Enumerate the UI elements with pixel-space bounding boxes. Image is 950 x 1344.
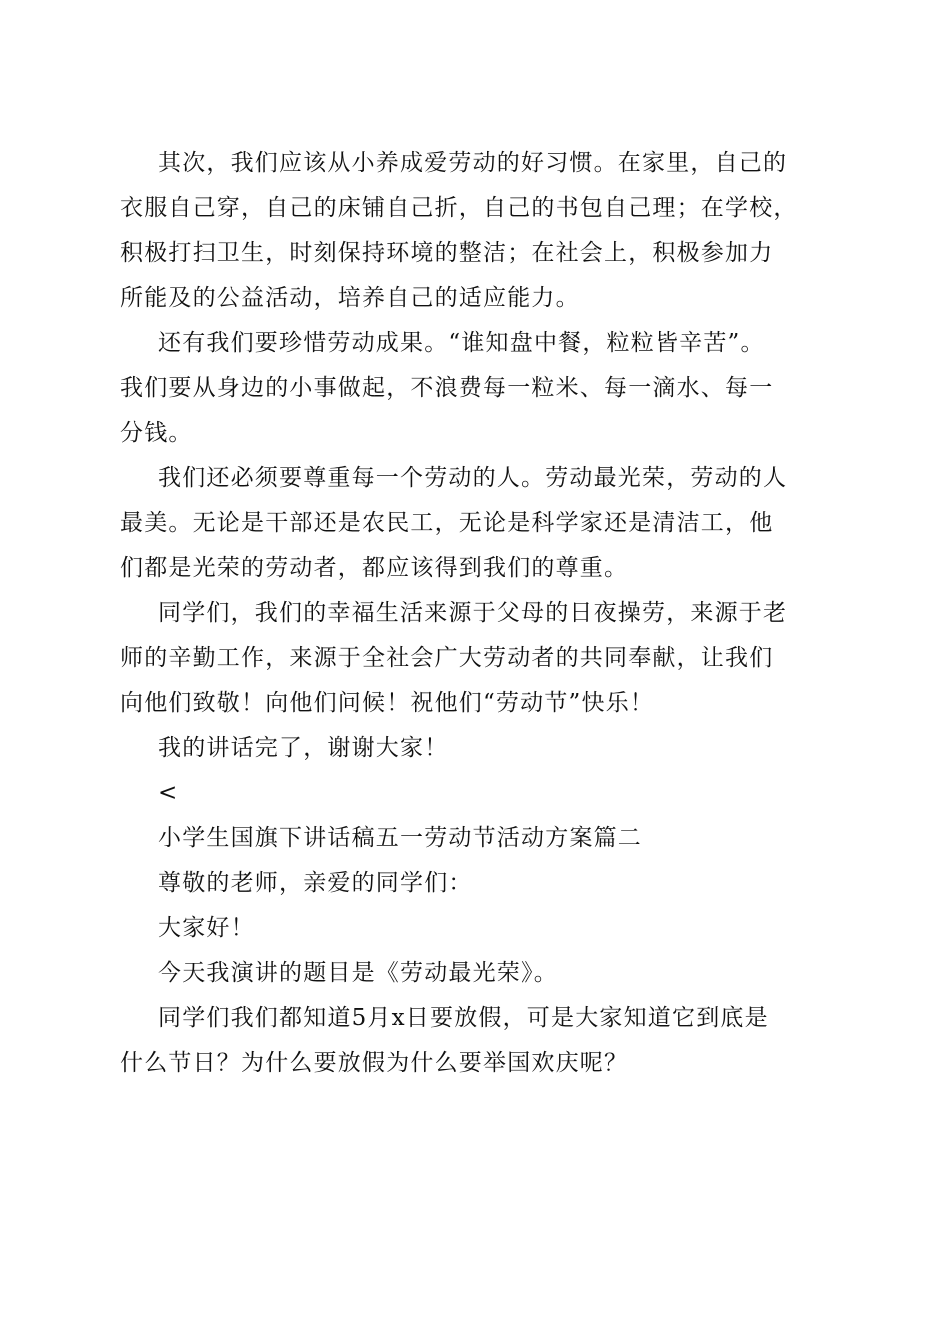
text-line: 还有我们要珍惜劳动成果。“谁知盘中餐，粒粒皆辛苦”。 bbox=[158, 330, 765, 356]
document-page bbox=[120, 141, 830, 1086]
text-line: 什么节日？为什么要放假为什么要举国欢庆呢？ bbox=[120, 1050, 629, 1076]
closing-line: 我的讲话完了，谢谢大家！ bbox=[158, 735, 449, 761]
text-line: 同学们我们都知道5月x日要放假，可是大家知道它到底是 bbox=[158, 1005, 769, 1031]
text-line: 最美。无论是干部还是农民工，无论是科学家还是清洁工，他 bbox=[120, 510, 774, 536]
text-line: 向他们致敬！向他们问候！祝他们“劳动节”快乐！ bbox=[120, 690, 655, 716]
section-title: 小学生国旗下讲话稿五一劳动节活动方案篇二 bbox=[158, 825, 642, 851]
text-line: 衣服自己穿，自己的床铺自己折，自己的书包自己理；在学校， bbox=[120, 195, 798, 221]
text-line: 我们要从身边的小事做起，不浪费每一粒米、每一滴水、每一 bbox=[120, 375, 774, 401]
text-line: 积极打扫卫生，时刻保持环境的整洁；在社会上，积极参加力 bbox=[120, 240, 774, 266]
text-line: 分钱。 bbox=[120, 420, 193, 446]
text-line: 今天我演讲的题目是《劳动最光荣》。 bbox=[158, 960, 558, 986]
text-line: 其次，我们应该从小养成爱劳动的好习惯。在家里，自己的 bbox=[158, 150, 788, 176]
text-line: 同学们，我们的幸福生活来源于父母的日夜操劳，来源于老 bbox=[158, 600, 788, 626]
salutation: 尊敬的老师，亲爱的同学们： bbox=[158, 870, 473, 896]
text-line: 师的辛勤工作，来源于全社会广大劳动者的共同奉献，让我们 bbox=[120, 645, 774, 671]
stray-mark: < bbox=[158, 780, 179, 806]
text-line: 我们还必须要尊重每一个劳动的人。劳动最光荣，劳动的人 bbox=[158, 465, 788, 491]
greeting: 大家好！ bbox=[158, 915, 255, 941]
text-line: 所能及的公益活动，培养自己的适应能力。 bbox=[120, 285, 580, 311]
text-line: 们都是光荣的劳动者，都应该得到我们的尊重。 bbox=[120, 555, 629, 581]
